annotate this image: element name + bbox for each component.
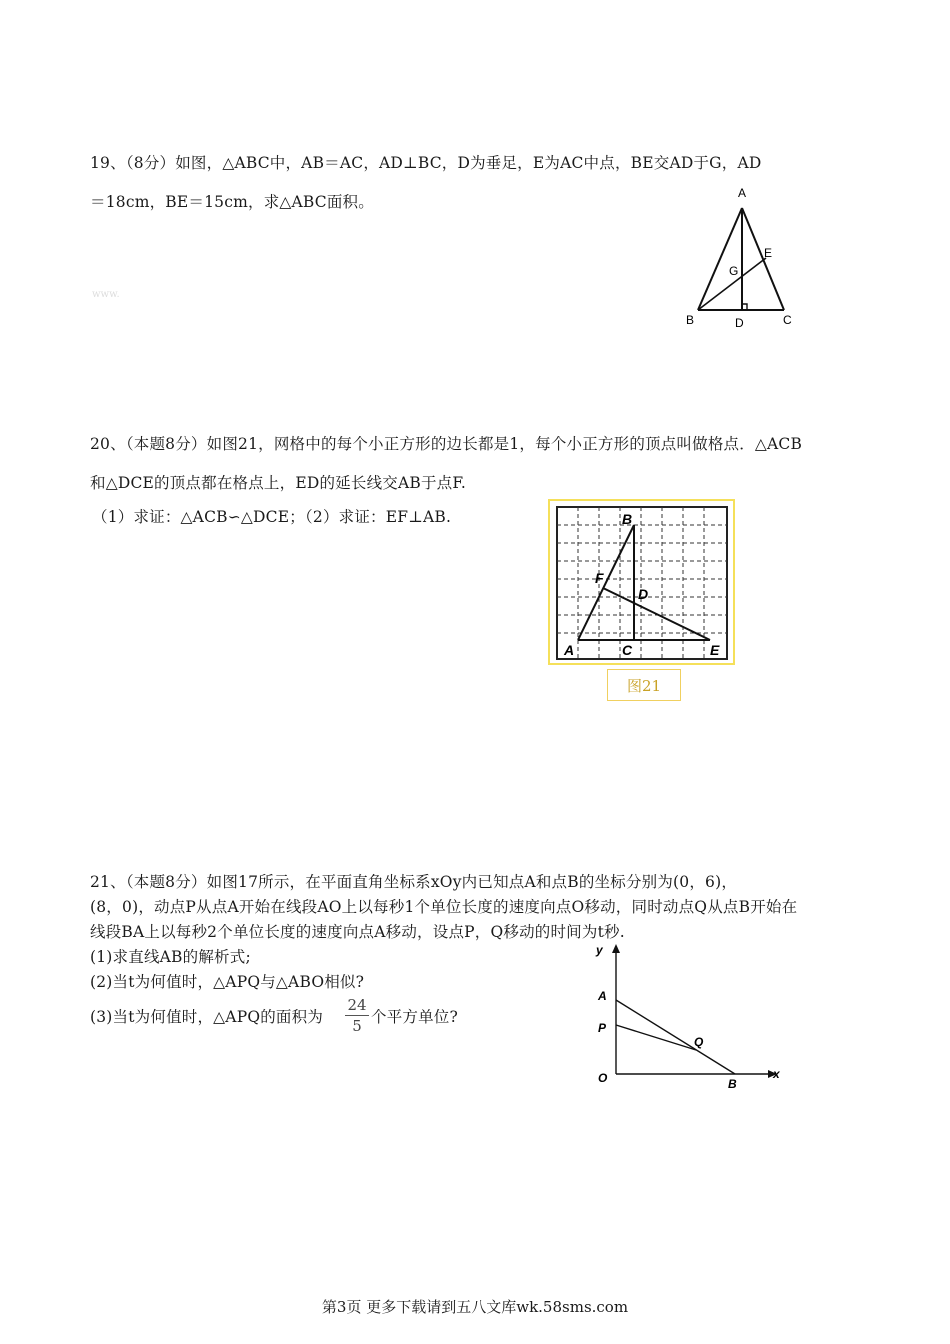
q19-line1: 19、（8分）如图，△ABC中，AB＝AC，AD⊥BC，D为垂足，E为AC中点，BE交AD于G，AD — [90, 154, 762, 172]
q19-label-e: E — [764, 246, 773, 260]
q20-line2: 和△DCE的顶点都在格点上，ED的延长线交AB于点F. — [90, 474, 467, 492]
q21-label-y: y — [596, 943, 603, 957]
q20-label-f: F — [595, 570, 604, 586]
q19-label-b: B — [686, 313, 695, 327]
q21-label-q: Q — [694, 1035, 704, 1049]
q20-label-a: A — [564, 642, 575, 658]
q21-label-b: B — [728, 1077, 737, 1091]
watermark: www. — [92, 289, 120, 300]
q21-sub2: (2)当t为何值时，△APQ与△ABO相似? — [90, 973, 365, 991]
q20-label-d: D — [638, 586, 649, 602]
q19-label-d: D — [735, 316, 744, 330]
q21-line1: 21、（本题8分）如图17所示，在平面直角坐标系xOy内已知点A和点B的坐标分别为(0，6)， — [90, 873, 738, 891]
q21-label-x: x — [773, 1067, 780, 1081]
q21-label-a: A — [598, 989, 607, 1003]
q21-fraction-bar — [345, 1015, 369, 1016]
q21-sub3-prefix: (3)当t为何值时，△APQ的面积为 — [90, 1008, 324, 1026]
q20-line3: （1）求证：△ACB∽△DCE；（2）求证：EF⊥AB. — [92, 508, 452, 526]
q21-label-o: O — [598, 1071, 608, 1085]
q21-line-pq — [616, 1025, 696, 1050]
q21-sub1: (1)求直线AB的解析式; — [90, 948, 251, 966]
q21-sub3-suffix: 个平方单位? — [371, 1008, 459, 1026]
q19-side-ac — [742, 208, 784, 310]
q21-y-axis-arrow — [612, 944, 620, 953]
q21-coordinate-figure — [590, 938, 790, 1093]
q21-fraction-numerator: 24 — [347, 996, 367, 1014]
q20-figure-caption: 图21 — [607, 669, 681, 701]
q19-label-a: A — [738, 186, 747, 200]
q21-label-p: P — [598, 1021, 607, 1035]
q19-side-ab — [698, 208, 742, 310]
q21-fraction — [345, 996, 369, 1035]
q19-line2: ＝18cm，BE＝15cm，求△ABC面积。 — [90, 193, 374, 211]
q20-label-e: E — [710, 642, 720, 658]
q20-grid-figure — [548, 499, 736, 666]
q20-line1: 20、（本题8分）如图21，网格中的每个小正方形的边长都是1，每个小正方形的顶点叫做格点．△ACB — [90, 435, 803, 453]
q21-line-ab — [616, 1000, 735, 1074]
q19-label-c: C — [783, 313, 792, 327]
q20-label-b: B — [622, 511, 633, 527]
q19-triangle-figure — [680, 180, 800, 335]
q20-label-c: C — [622, 642, 633, 658]
q21-line3: 线段BA上以每秒2个单位长度的速度向点A移动，设点P，Q移动的时间为t秒. — [90, 923, 625, 941]
page-footer: 第3页 更多下载请到五八文库wk.58sms.com — [321, 1298, 629, 1316]
q21-line2: (8，0)，动点P从点A开始在线段AO上以每秒1个单位长度的速度向点O移动，同时动点Q从点B开始在 — [90, 898, 798, 916]
q21-fraction-denominator: 5 — [352, 1017, 362, 1035]
q19-label-g: G — [729, 264, 739, 278]
